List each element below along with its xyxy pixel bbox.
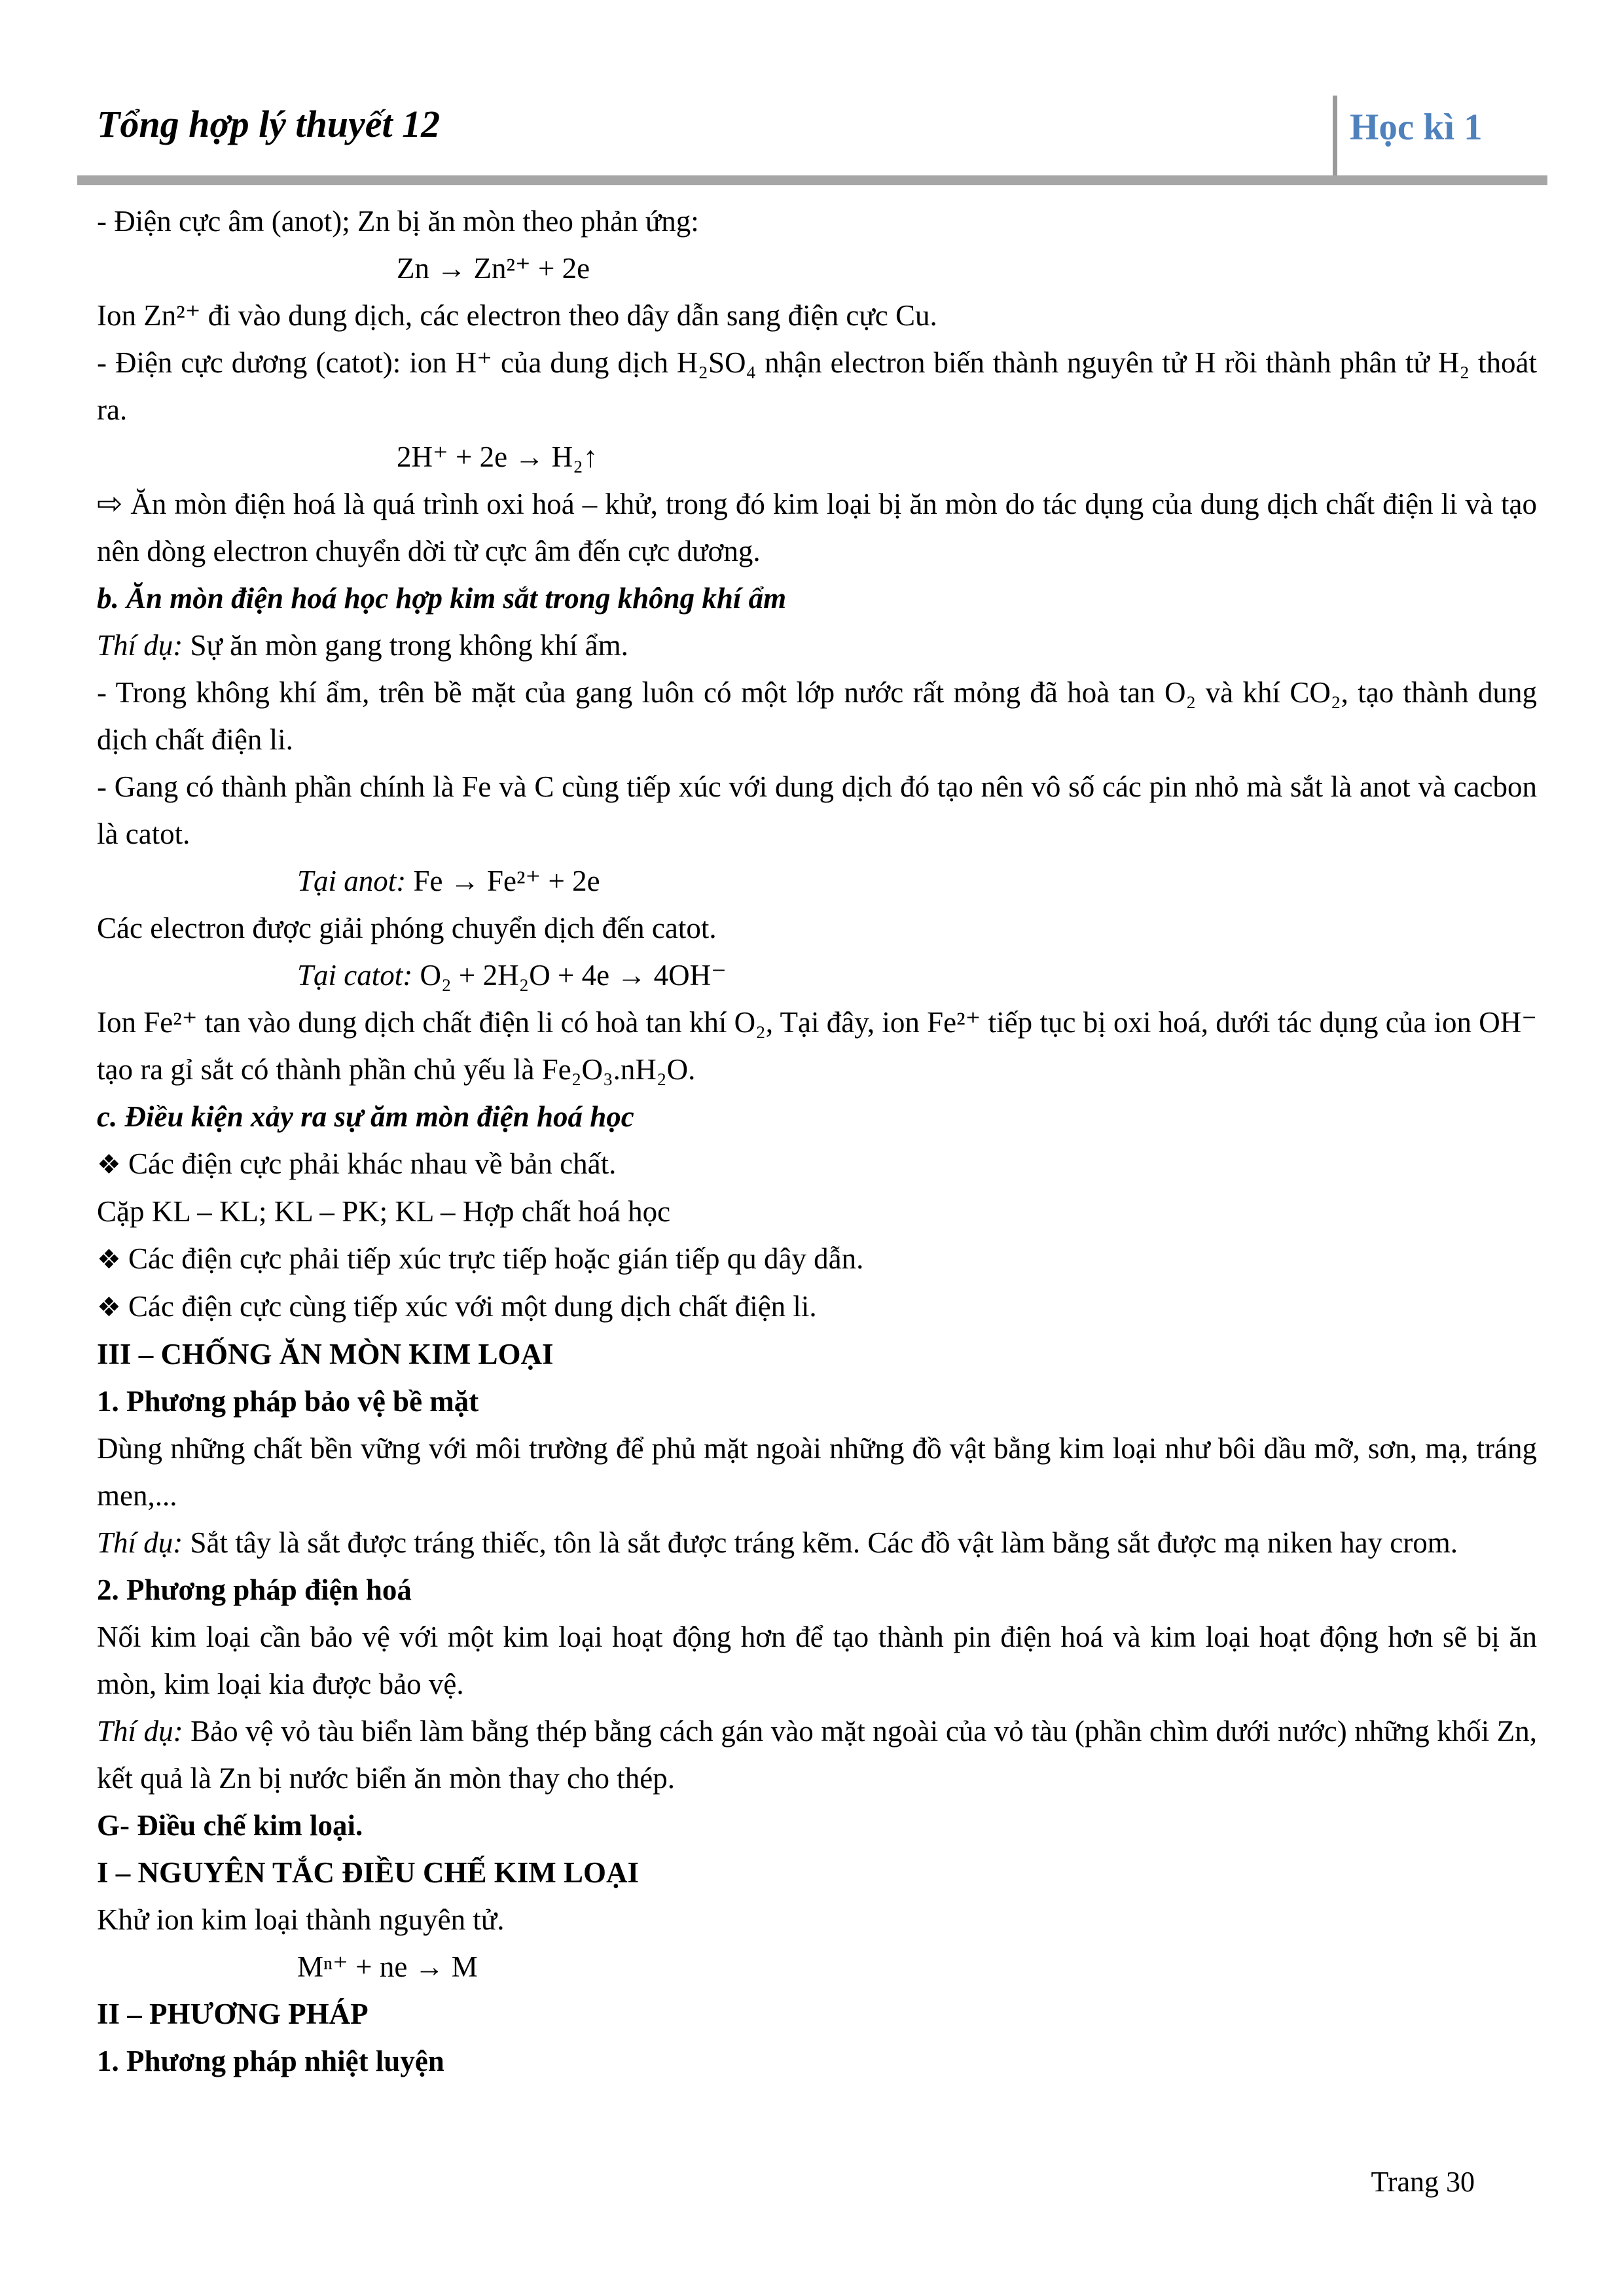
- example-lead: Thí dụ:: [97, 1715, 183, 1748]
- example-paragraph: [97, 622, 1537, 669]
- paragraph: Nối kim loại cần bảo vệ với một kim loại hoạt động hơn để tạo thành pin điện hoá và kim loại hoạt động hơn sẽ bị ăn mòn, kim loại kia được bảo vệ.: [97, 1621, 1537, 1700]
- header-separator-line: [1333, 96, 1337, 178]
- note-text: Ăn mòn điện hoá là quá trình oxi hoá – khử, trong đó kim loại bị ăn mòn do tác dụng của dung dịch chất điện li và tạo nên dòng electron chuyển dời từ cực âm đến cực dương.: [97, 488, 1538, 567]
- bullet-text: Các điện cực cùng tiếp xúc với một dung dịch chất điện li.: [128, 1290, 817, 1323]
- example-paragraph: [97, 1708, 1537, 1802]
- note-item: [97, 480, 1537, 575]
- section-heading: I – NGUYÊN TẮC ĐIỀU CHẾ KIM LOẠI: [97, 1856, 640, 1889]
- example-lead: Thí dụ:: [97, 629, 183, 662]
- example-lead: Thí dụ:: [97, 1526, 183, 1559]
- section-heading: 2. Phương pháp điện hoá: [97, 1573, 412, 1606]
- diamond-bullet-icon: ❖: [97, 1291, 121, 1323]
- paragraph: Khử ion kim loại thành nguyên tử.: [97, 1903, 505, 1936]
- equation-lead: Tại anot:: [297, 865, 406, 897]
- example-text: Sắt tây là sắt được tráng thiếc, tôn là sắt được tráng kẽm. Các đồ vật làm bằng sắt được mạ niken hay crom.: [190, 1526, 1458, 1559]
- paragraph: - Điện cực dương (catot): ion H⁺ của dung dịch H₂SO₄ nhận electron biến thành nguyên tử H rồi thành phân tử H₂ thoát ra.: [97, 346, 1537, 426]
- chemical-equation: [297, 952, 1537, 999]
- equation-text: O₂ + 2H₂O + 4e → 4OH⁻: [420, 959, 727, 992]
- document-body: [97, 198, 1537, 2085]
- bullet-item: [97, 1140, 1537, 1188]
- paragraph: Dùng những chất bền vững với môi trường để phủ mặt ngoài những đồ vật bằng kim loại như bôi dầu mỡ, sơn, mạ, tráng men,...: [97, 1432, 1537, 1512]
- section-heading: G- Điều chế kim loại.: [97, 1809, 363, 1842]
- section-heading: b. Ăn mòn điện hoá học hợp kim sắt trong không khí ẩm: [97, 582, 787, 615]
- paragraph: Ion Fe²⁺ tan vào dung dịch chất điện li có hoà tan khí O₂, Tại đây, ion Fe²⁺ tiếp tục bị oxi hoá, dưới tác dụng của ion OH⁻ tạo ra gỉ sắt có thành phần chủ yếu là Fe₂O₃.nH₂O.: [97, 1006, 1537, 1086]
- example-paragraph: [97, 1519, 1537, 1566]
- paragraph: - Gang có thành phần chính là Fe và C cùng tiếp xúc với dung dịch đó tạo nên vô số các pin nhỏ mà sắt là anot và cacbon là catot.: [97, 770, 1537, 850]
- equation-text: Fe → Fe²⁺ + 2e: [413, 865, 600, 897]
- header-rule: [77, 175, 1547, 185]
- bullet-text: Các điện cực phải khác nhau về bản chất.: [128, 1147, 617, 1180]
- semester-badge: Học kì 1: [1350, 107, 1483, 148]
- paragraph: - Điện cực âm (anot); Zn bị ăn mòn theo phản ứng:: [97, 205, 699, 238]
- section-heading: 1. Phương pháp nhiệt luyện: [97, 2045, 444, 2077]
- bullet-item: [97, 1235, 1537, 1283]
- bullet-text: Các điện cực phải tiếp xúc trực tiếp hoặc gián tiếp qu dây dẫn.: [128, 1242, 864, 1275]
- paragraph: Cặp KL – KL; KL – PK; KL – Hợp chất hoá học: [97, 1195, 671, 1228]
- example-text: Bảo vệ vỏ tàu biển làm bằng thép bằng cách gán vào mặt ngoài của vỏ tàu (phần chìm dưới nước) những khối Zn, kết quả là Zn bị nước biển ăn mòn thay cho thép.: [97, 1715, 1538, 1795]
- doc-title: Tổng hợp lý thuyết 12: [97, 103, 441, 145]
- diamond-bullet-icon: ❖: [97, 1244, 121, 1275]
- bullet-item: [97, 1283, 1537, 1331]
- equation-lead: Tại catot:: [297, 959, 413, 992]
- chemical-equation: Mⁿ⁺ + ne → M: [297, 1950, 478, 1983]
- section-heading: 1. Phương pháp bảo vệ bề mặt: [97, 1385, 479, 1418]
- chemical-equation: [297, 857, 1537, 905]
- diamond-bullet-icon: ❖: [97, 1149, 121, 1180]
- chemical-equation: Zn → Zn²⁺ + 2e: [397, 252, 590, 285]
- section-heading: c. Điều kiện xảy ra sự ăm mòn điện hoá học: [97, 1100, 634, 1133]
- paragraph: - Trong không khí ẩm, trên bề mặt của gang luôn có một lớp nước rất mỏng đã hoà tan O₂ và khí CO₂, tạo thành dung dịch chất điện li.: [97, 676, 1537, 756]
- section-heading: III – CHỐNG ĂN MÒN KIM LOẠI: [97, 1338, 554, 1371]
- arrow-bullet-icon: ⇨: [97, 486, 123, 522]
- paragraph: Ion Zn²⁺ đi vào dung dịch, các electron theo dây dẫn sang điện cực Cu.: [97, 299, 937, 332]
- chemical-equation: 2H⁺ + 2e → H₂↑: [397, 440, 598, 473]
- section-heading: II – PHƯƠNG PHÁP: [97, 1998, 369, 2030]
- paragraph: Các electron được giải phóng chuyển dịch đến catot.: [97, 912, 717, 944]
- page-number: Trang 30: [1371, 2166, 1475, 2198]
- example-text: Sự ăn mòn gang trong không khí ẩm.: [190, 629, 628, 662]
